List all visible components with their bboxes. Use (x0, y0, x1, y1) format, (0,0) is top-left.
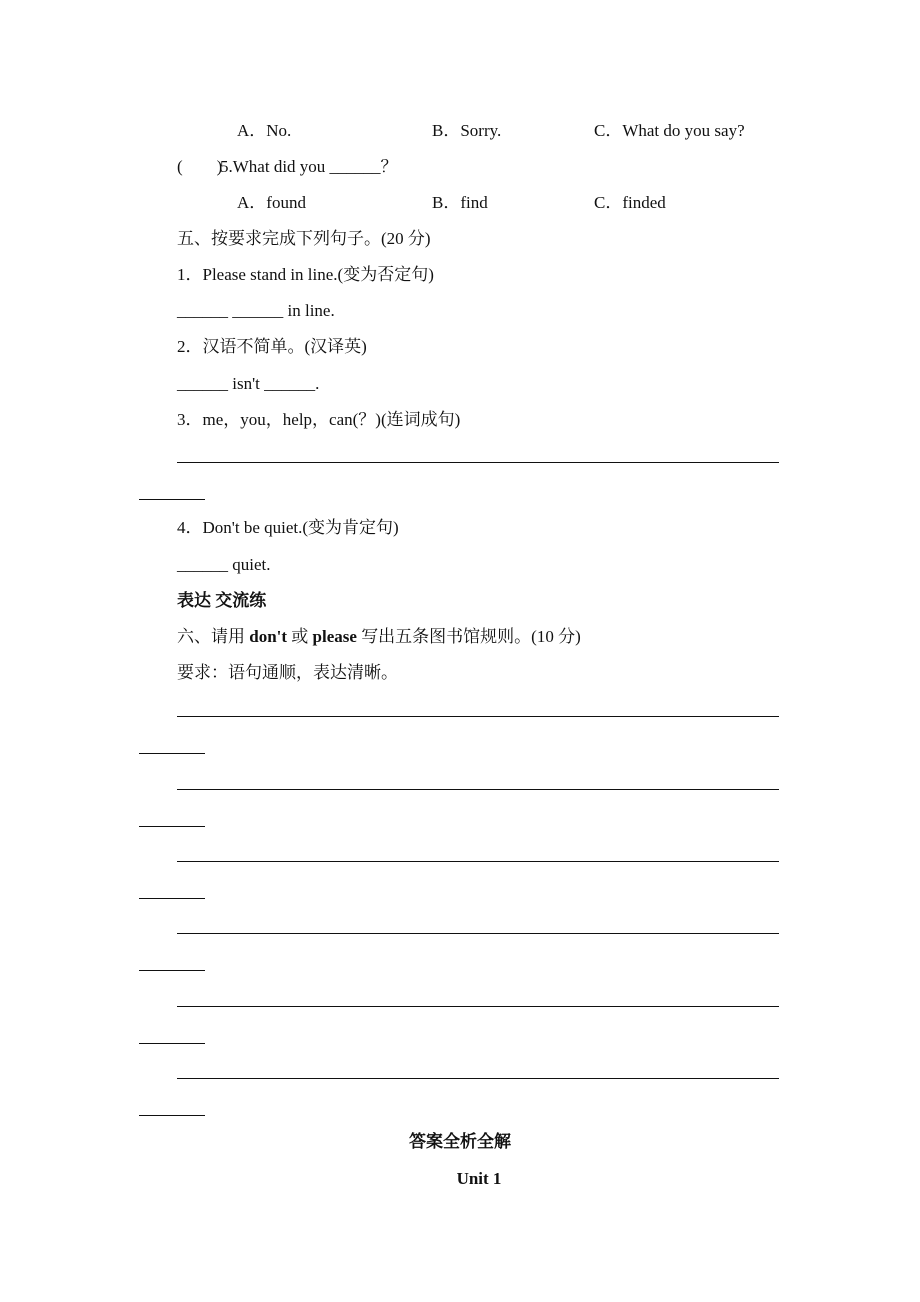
writing-line (177, 861, 779, 862)
writing-line (177, 933, 779, 934)
s5-q3-answer-line (177, 462, 779, 463)
writing-line (177, 1006, 779, 1007)
q5-option-b: B．find (432, 193, 488, 212)
q4-option-a: A．No. (237, 121, 292, 140)
q5-answer-paren: ( ) (177, 157, 223, 176)
s5-q3-prompt: 3．me，you，help，can(？)(连词成句) (177, 410, 461, 429)
writing-line (177, 716, 779, 717)
writing-line (177, 1078, 779, 1079)
s5-q1-answer-line: ______ ______ in line. (177, 301, 335, 320)
q4-option-c: C．What do you say? (594, 121, 745, 140)
writing-line-end (139, 753, 205, 754)
s5-q3-answer-line-end (139, 499, 205, 500)
writing-line-end (139, 1115, 205, 1116)
section-6-requirement: 要求：语句通顺，表达清晰。 (177, 663, 398, 682)
writing-line (177, 789, 779, 790)
section-6-mid: 或 (287, 627, 313, 646)
s5-q1-prompt: 1．Please stand in line.(变为否定句) (177, 265, 434, 284)
s5-q4-answer-line: ______ quiet. (177, 555, 271, 574)
section-6-keyword-dont: don't (249, 627, 288, 646)
answers-title: 答案全析全解 (409, 1132, 511, 1151)
section-6-heading (177, 628, 581, 645)
writing-line-end (139, 898, 205, 899)
s5-q2-prompt: 2．汉语不简单。(汉译英) (177, 337, 367, 356)
q4-option-b: B．Sorry. (432, 121, 502, 140)
section-6-prefix: 六、请用 (177, 627, 250, 646)
q5-option-a: A．found (237, 193, 306, 212)
section-6-suffix: 写出五条图书馆规则。(10 分) (356, 627, 581, 646)
writing-line-end (139, 826, 205, 827)
q5-option-c: C．finded (594, 193, 666, 212)
practice-section-label: 表达 交流练 (177, 591, 267, 610)
q5-stem: 5.What did you ______？ (220, 157, 398, 176)
writing-line-end (139, 1043, 205, 1044)
section-6-keyword-please: please (312, 627, 357, 646)
s5-q2-answer-line: ______ isn't ______. (177, 374, 320, 393)
s5-q4-prompt: 4．Don't be quiet.(变为肯定句) (177, 518, 399, 537)
writing-line-end (139, 970, 205, 971)
section-5-heading: 五、按要求完成下列句子。(20 分) (177, 229, 431, 248)
answers-unit-heading: Unit 1 (456, 1169, 502, 1188)
